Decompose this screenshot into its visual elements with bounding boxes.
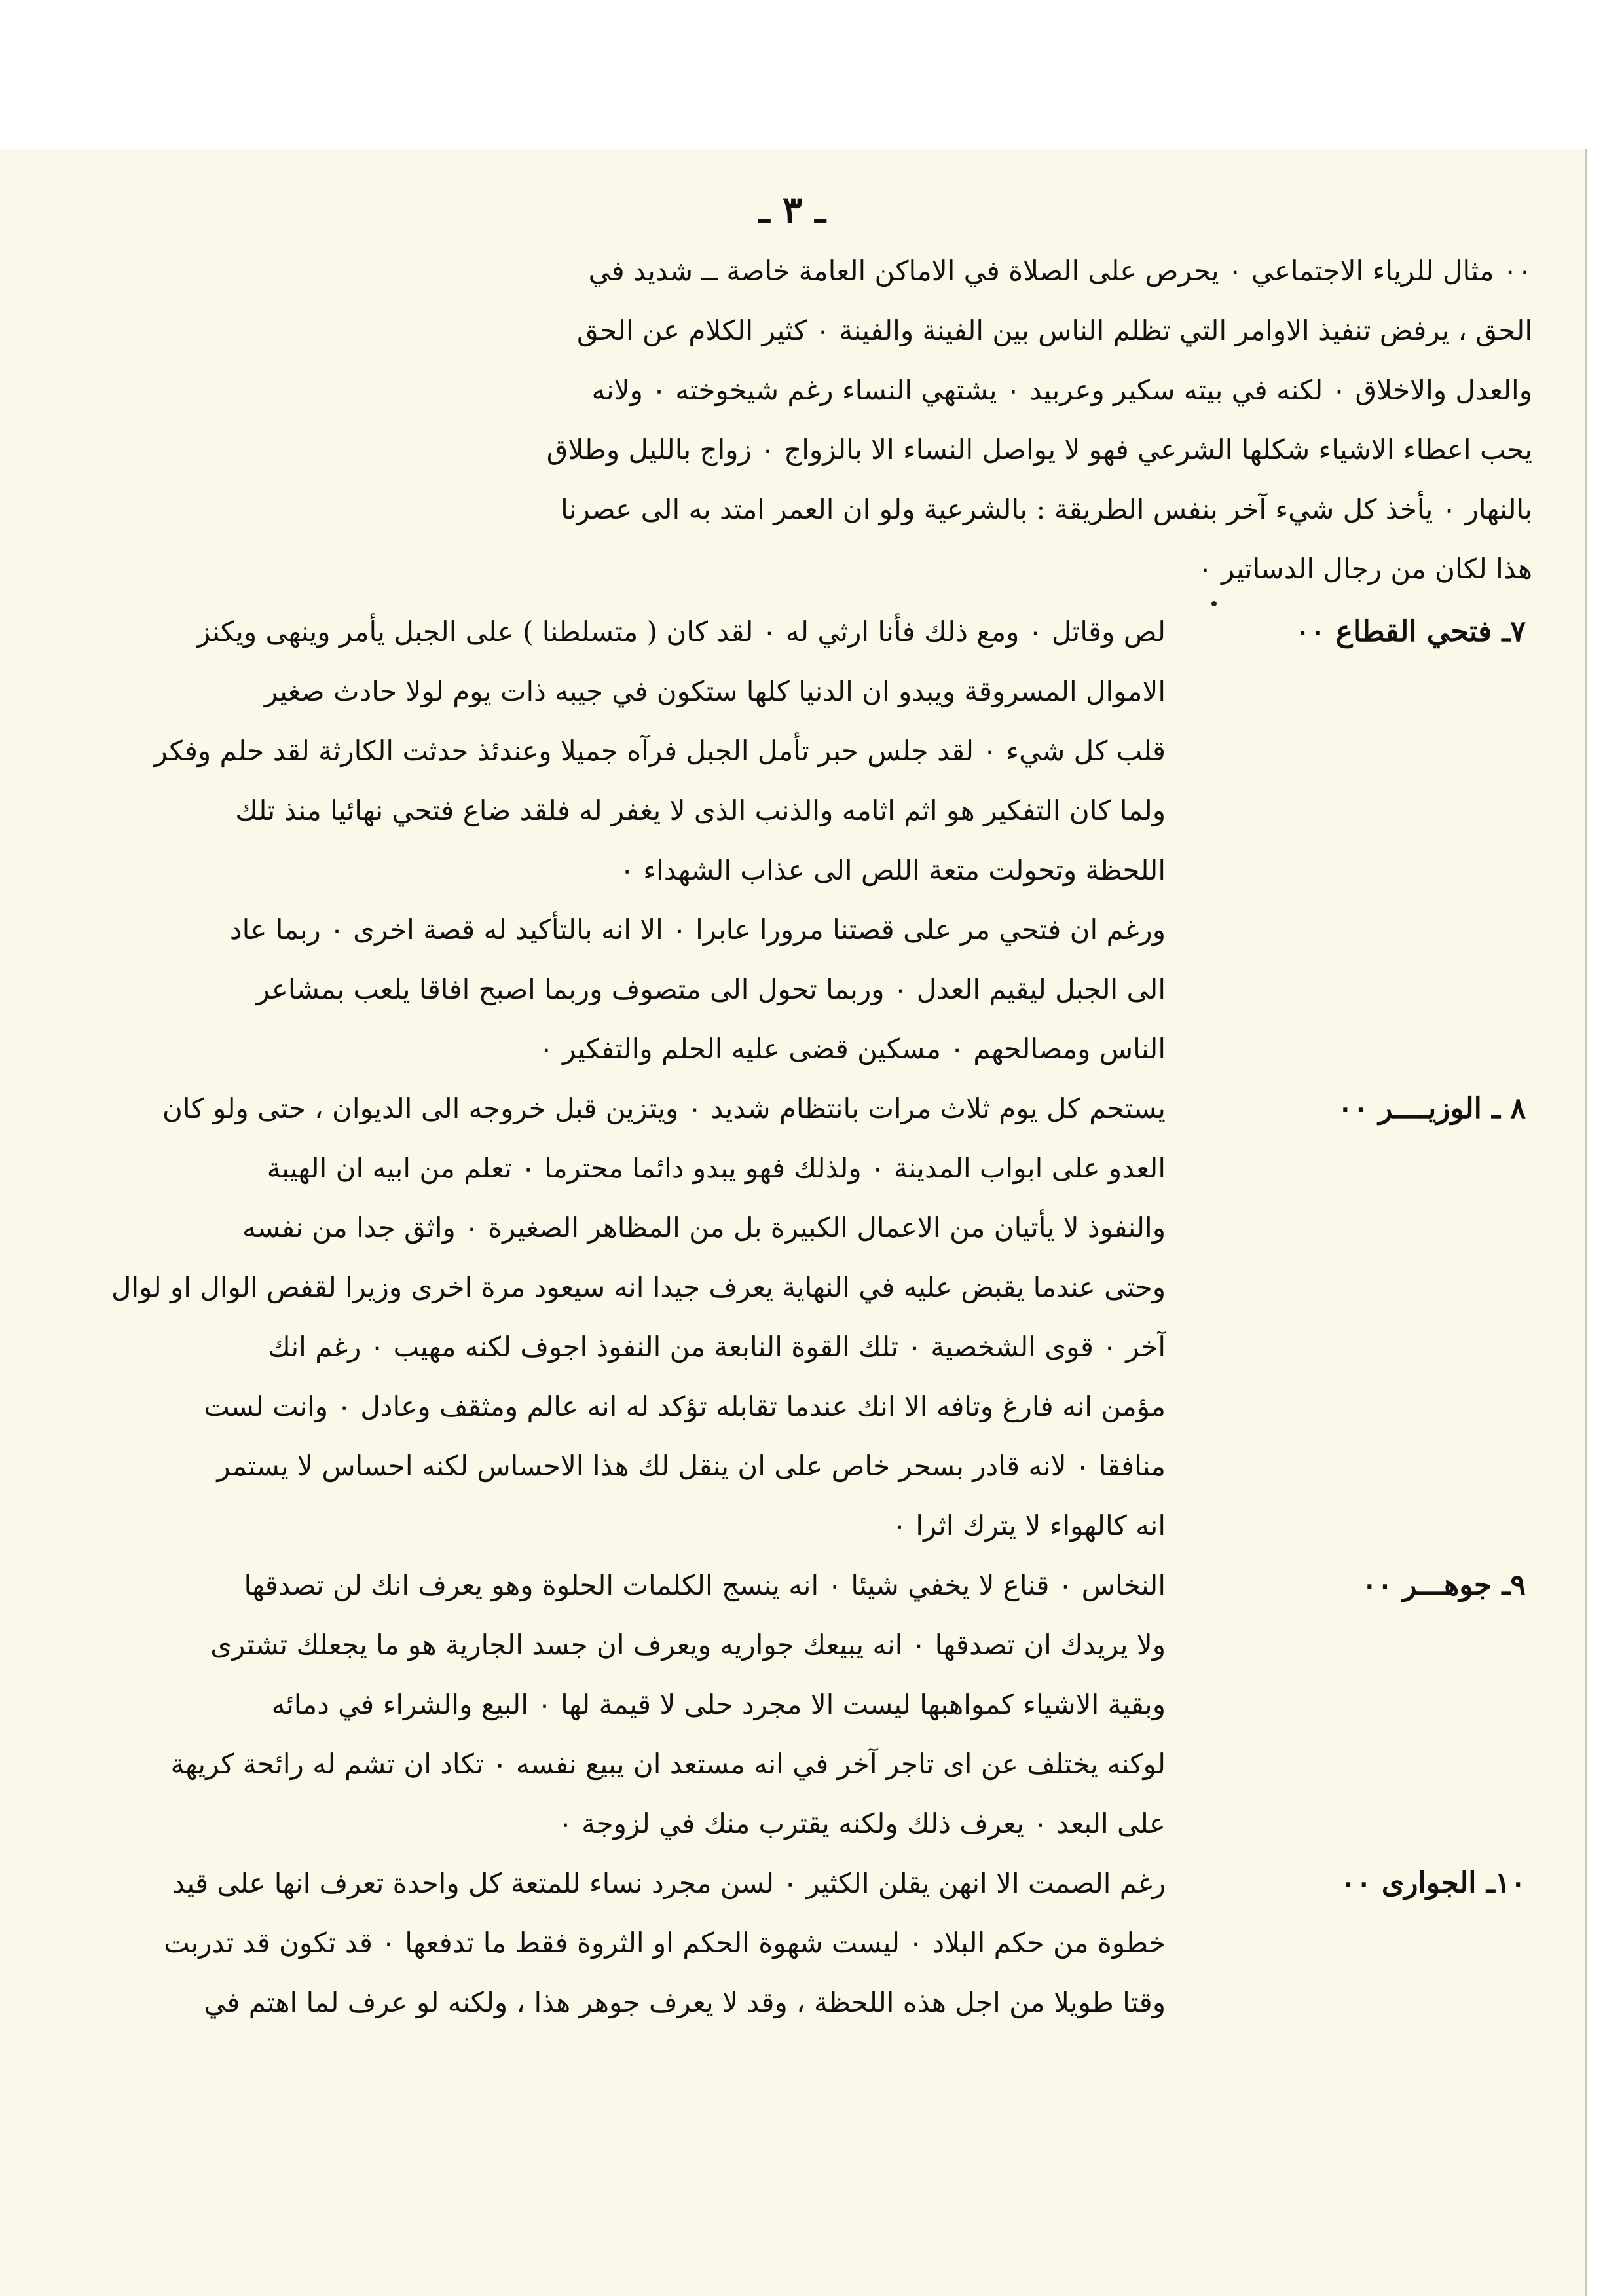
text-line: والعدل والاخلاق ٠ لكنه في بيته سكير وعربيد ٠ يشتهي النساء رغم شيخوخته ٠ ولانه (591, 374, 1532, 406)
section-label: ١٠ـ الجوارى ٠٠ (1340, 1866, 1526, 1900)
text-line: الاموال المسروقة ويبدو ان الدنيا كلها ستكون في جيبه ذات يوم لولا حادث صغير (264, 675, 1166, 707)
text-line: والنفوذ لا يأتيان من الاعمال الكبيرة بل من المظاهر الصغيرة ٠ واثق جدا من نفسه (242, 1212, 1166, 1244)
section-label: ٧ـ فتحي القطاع ٠٠ (1295, 615, 1526, 648)
text-line: العدو على ابواب المدينة ٠ ولذلك فهو يبدو دائما محترما ٠ تعلم من ابيه ان الهيبة (267, 1152, 1166, 1184)
text-line: هذا لكان من رجال الدساتير ٠ (1198, 553, 1532, 585)
stray-dot (1211, 601, 1217, 606)
text-line: الحق ، يرفض تنفيذ الاوامر التي تظلم الناس بين الفينة والفينة ٠ كثير الكلام عن الحق (577, 314, 1532, 346)
section-body (59, 602, 1166, 1079)
page-number: ـ ٣ ـ (759, 189, 826, 232)
section-body (59, 1555, 1166, 1853)
text-line: وبقية الاشياء كمواهبها ليست الا مجرد حلى لا قيمة لها ٠ البيع والشراء في دمائه (271, 1688, 1166, 1720)
text-line: ولما كان التفكير هو اثم اثامه والذنب الذى لا يغفر له فلقد ضاع فتحي نهائيا منذ تلك (235, 794, 1166, 826)
text-line: خطوة من حكم البلاد ٠ ليست شهوة الحكم او الثروة فقط ما تدفعها ٠ قد تكون قد تدربت (164, 1927, 1166, 1959)
section-label: ٩ـ جوهـــر ٠٠ (1361, 1568, 1526, 1602)
text-line: آخر ٠ قوى الشخصية ٠ تلك القوة النابعة من النفوذ اجوف لكنه مهيب ٠ رغم انك (268, 1331, 1166, 1363)
text-line: وقتا طويلا من اجل هذه اللحظة ، وقد لا يعرف جوهر هذا ، ولكنه لو عرف لما اهتم في (204, 1986, 1166, 2018)
text-line: اللحظة وتحولت متعة اللص الى عذاب الشهداء ٠ (619, 854, 1166, 886)
text-line: لص وقاتل ٠ ومع ذلك فأنا ارثي له ٠ لقد كان ( متسلطنا ) على الجبل يأمر وينهى ويكنز (197, 616, 1166, 648)
section-body (59, 1853, 1166, 2032)
text-line: مؤمن انه فارغ وتافه الا انك عندما تقابله تؤكد له انه عالم ومثقف وعادل ٠ وانت لست (204, 1390, 1166, 1422)
text-line: الى الجبل ليقيم العدل ٠ وربما تحول الى متصوف وربما اصبح افاقا يلعب بمشاعر (256, 973, 1166, 1005)
text-line: قلب كل شيء ٠ لقد جلس حبر تأمل الجبل فرآه جميلا وعندئذ حدثت الكارثة لقد حلم وفكر (154, 735, 1166, 767)
text-line: انه كالهواء لا يترك اثرا ٠ (892, 1509, 1166, 1542)
text-line: رغم الصمت الا انهن يقلن الكثير ٠ لسن مجرد نساء للمتعة كل واحدة تعرف انها على قيد (172, 1867, 1166, 1899)
section-body (59, 1079, 1166, 1555)
text-line: لوكنه يختلف عن اى تاجر آخر في انه مستعد ان يبيع نفسه ٠ تكاد ان تشم له رائحة كريهة (170, 1748, 1166, 1780)
text-line: النخاس ٠ قناع لا يخفي شيئا ٠ انه ينسج الكلمات الحلوة وهو يعرف انك لن تصدقها (244, 1569, 1166, 1601)
text-line: الناس ومصالحهم ٠ مسكين قضى عليه الحلم والتفكير ٠ (539, 1033, 1166, 1065)
text-line: ورغم ان فتحي مر على قصتنا مرورا عابرا ٠ الا انه بالتأكيد له قصة اخرى ٠ ربما عاد (229, 914, 1166, 946)
text-line: يحب اعطاء الاشياء شكلها الشرعي فهو لا يواصل النساء الا بالزواج ٠ زواج بالليل وطلاق (546, 434, 1532, 466)
document-page (0, 149, 1587, 2296)
section-label: ٨ ـ الوزيــــر ٠٠ (1337, 1092, 1526, 1125)
text-line: وحتى عندما يقبض عليه في النهاية يعرف جيدا انه سيعود مرة اخرى وزيرا لقفص الوال او لوال (111, 1271, 1166, 1303)
text-line: بالنهار ٠ يأخذ كل شيء آخر بنفس الطريقة : بالشرعية ولو ان العمر امتد به الى عصرنا (561, 493, 1532, 525)
intro-paragraph (59, 241, 1532, 599)
text-line: ٠٠ مثال للرياء الاجتماعي ٠ يحرص على الصلاة في الاماكن العامة خاصة ــ شديد في (588, 255, 1532, 287)
text-line: ولا يريدك ان تصدقها ٠ انه يبيعك جواريه ويعرف ان جسد الجارية هو ما يجعلك تشترى (210, 1629, 1166, 1661)
text-line: على البعد ٠ يعرف ذلك ولكنه يقترب منك في لزوجة ٠ (558, 1807, 1166, 1840)
text-line: يستحم كل يوم ثلاث مرات بانتظام شديد ٠ ويتزين قبل خروجه الى الديوان ، حتى ولو كان (162, 1092, 1166, 1124)
text-line: منافقا ٠ لانه قادر بسحر خاص على ان ينقل لك هذا الاحساس لكنه احساس لا يستمر (217, 1450, 1166, 1482)
